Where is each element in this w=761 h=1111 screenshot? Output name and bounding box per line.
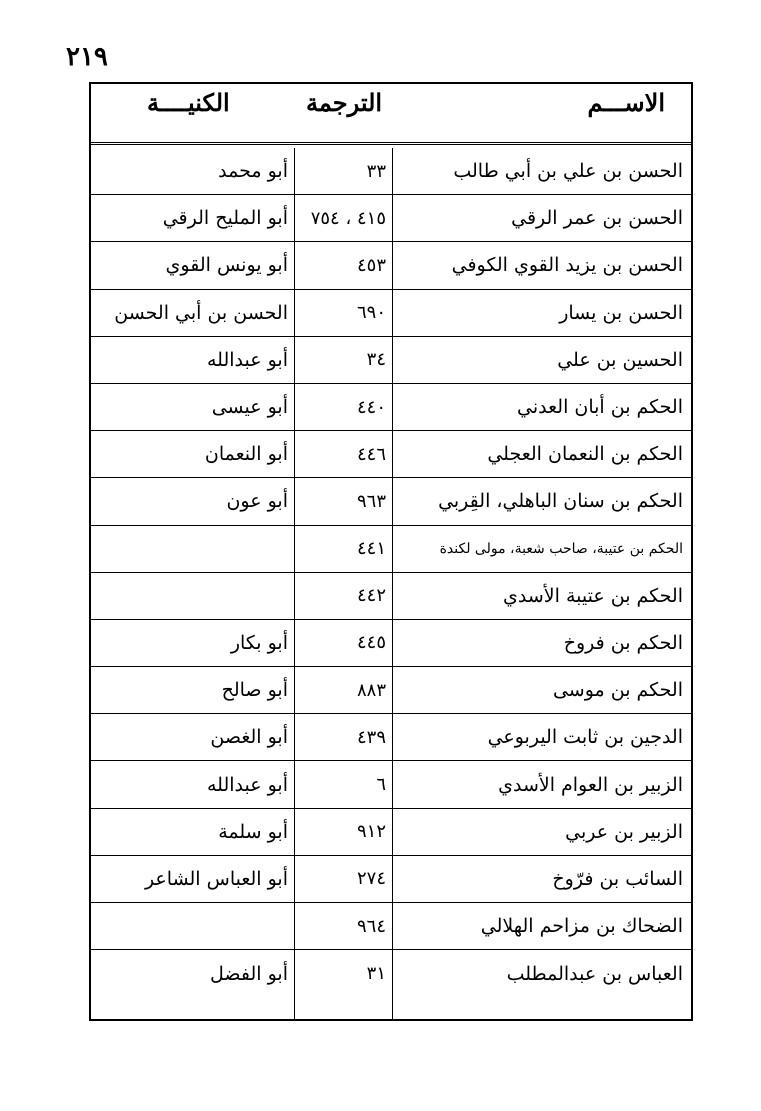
narrator-name: الحكم بن عتيبة، صاحب شعبة، مولى لكندة [439,540,683,557]
kunya: أبو عبدالله [206,773,288,796]
kunya: أبو عيسى [211,396,288,419]
narrator-name: الضحاك بن مزاحم الهلالي [480,915,683,938]
table-row [91,950,691,997]
table-row [91,148,691,195]
tarjama-number: ٤٤٠ [356,396,386,418]
kunya: أبو يونس القوي [165,254,288,277]
header-tarjama: الترجمة [306,88,383,117]
table-row [91,526,691,573]
table-row [91,478,691,525]
tarjama-number: ٤٤٢ [356,585,386,607]
kunya [91,526,292,572]
tarjama-number: ٦ [376,774,386,796]
narrator-name: الحسن بن عمر الرقي [511,207,683,230]
table-row [91,856,691,903]
table-body [91,148,691,997]
tarjama-number: ٩١٢ [356,821,386,843]
narrator-name: السائب بن فرّوخ [552,867,683,890]
table-row [91,242,691,289]
kunya [91,573,292,619]
kunya: أبو عبدالله [206,348,288,371]
table-row [91,337,691,384]
narrator-name: الحسن بن يسار [559,301,683,324]
table-row [91,384,691,431]
table-row [91,290,691,337]
narrator-name: الحكم بن سنان الباهلي، القِربي [438,490,683,513]
narrator-name: الحسين بن علي [557,348,683,371]
kunya: أبو عون [226,490,288,513]
header-kunya: الكنيــــة [147,88,230,117]
narrator-name: الحكم بن عتيبة الأسدي [503,584,683,607]
table-row [91,903,691,950]
table-row [91,761,691,808]
kunya: أبو صالح [221,679,288,702]
narrator-name: الحكم بن موسى [552,679,683,702]
narrator-name: الحكم بن فروخ [563,631,683,654]
kunya: الحسن بن أبي الحسن [114,301,288,324]
tarjama-number: ٤٤١ [356,538,386,560]
table-row [91,667,691,714]
header-name: الاســـم [587,88,665,117]
narrator-name: الحكم بن النعمان العجلي [487,443,683,466]
kunya: أبو النعمان [204,443,288,466]
tarjama-number: ٤٤٦ [356,443,386,465]
tarjama-number: ٣١ [366,963,386,985]
kunya: أبو العباس الشاعر [144,867,288,890]
narrator-name: الزبير بن عربي [565,820,683,843]
narrator-name: الحكم بن أبان العدني [517,396,683,419]
tarjama-number: ٣٤ [366,349,386,371]
table-row [91,714,691,761]
kunya [91,903,292,949]
table-row [91,431,691,478]
tarjama-number: ٢٧٤ [356,868,386,890]
tarjama-number: ٦٩٠ [356,302,386,324]
table-row [91,573,691,620]
kunya: أبو الغصن [210,726,288,749]
table-row [91,195,691,242]
tarjama-number: ٤٣٩ [356,726,386,748]
narrator-name: الزبير بن العوام الأسدي [498,773,683,796]
narrator-name: الحسن بن علي بن أبي طالب [453,160,683,183]
tarjama-number: ٤١٥ ، ٧٥٤ [310,207,386,229]
narrator-name: الدجين بن ثابت اليربوعي [487,726,683,749]
kunya: أبو سلمة [218,820,288,843]
tarjama-number: ٨٨٣ [356,679,386,701]
table-header [91,84,691,145]
table-row [91,620,691,667]
tarjama-number: ٩٦٣ [356,490,386,512]
tarjama-number: ٣٣ [366,160,386,182]
table-row [91,809,691,856]
kunya: أبو بكار [230,631,288,654]
tarjama-number: ٩٦٤ [356,915,386,937]
narrator-name: الحسن بن يزيد القوي الكوفي [451,254,683,277]
index-table [89,82,693,1021]
page-number: ٢١٩ [66,42,108,72]
kunya: أبو محمد [218,160,288,183]
narrator-name: العباس بن عبدالمطلب [506,962,683,985]
kunya: أبو المليح الرقي [162,207,288,230]
tarjama-number: ٤٥٣ [356,254,386,276]
tarjama-number: ٤٤٥ [356,632,386,654]
kunya: أبو الفضل [210,962,288,985]
